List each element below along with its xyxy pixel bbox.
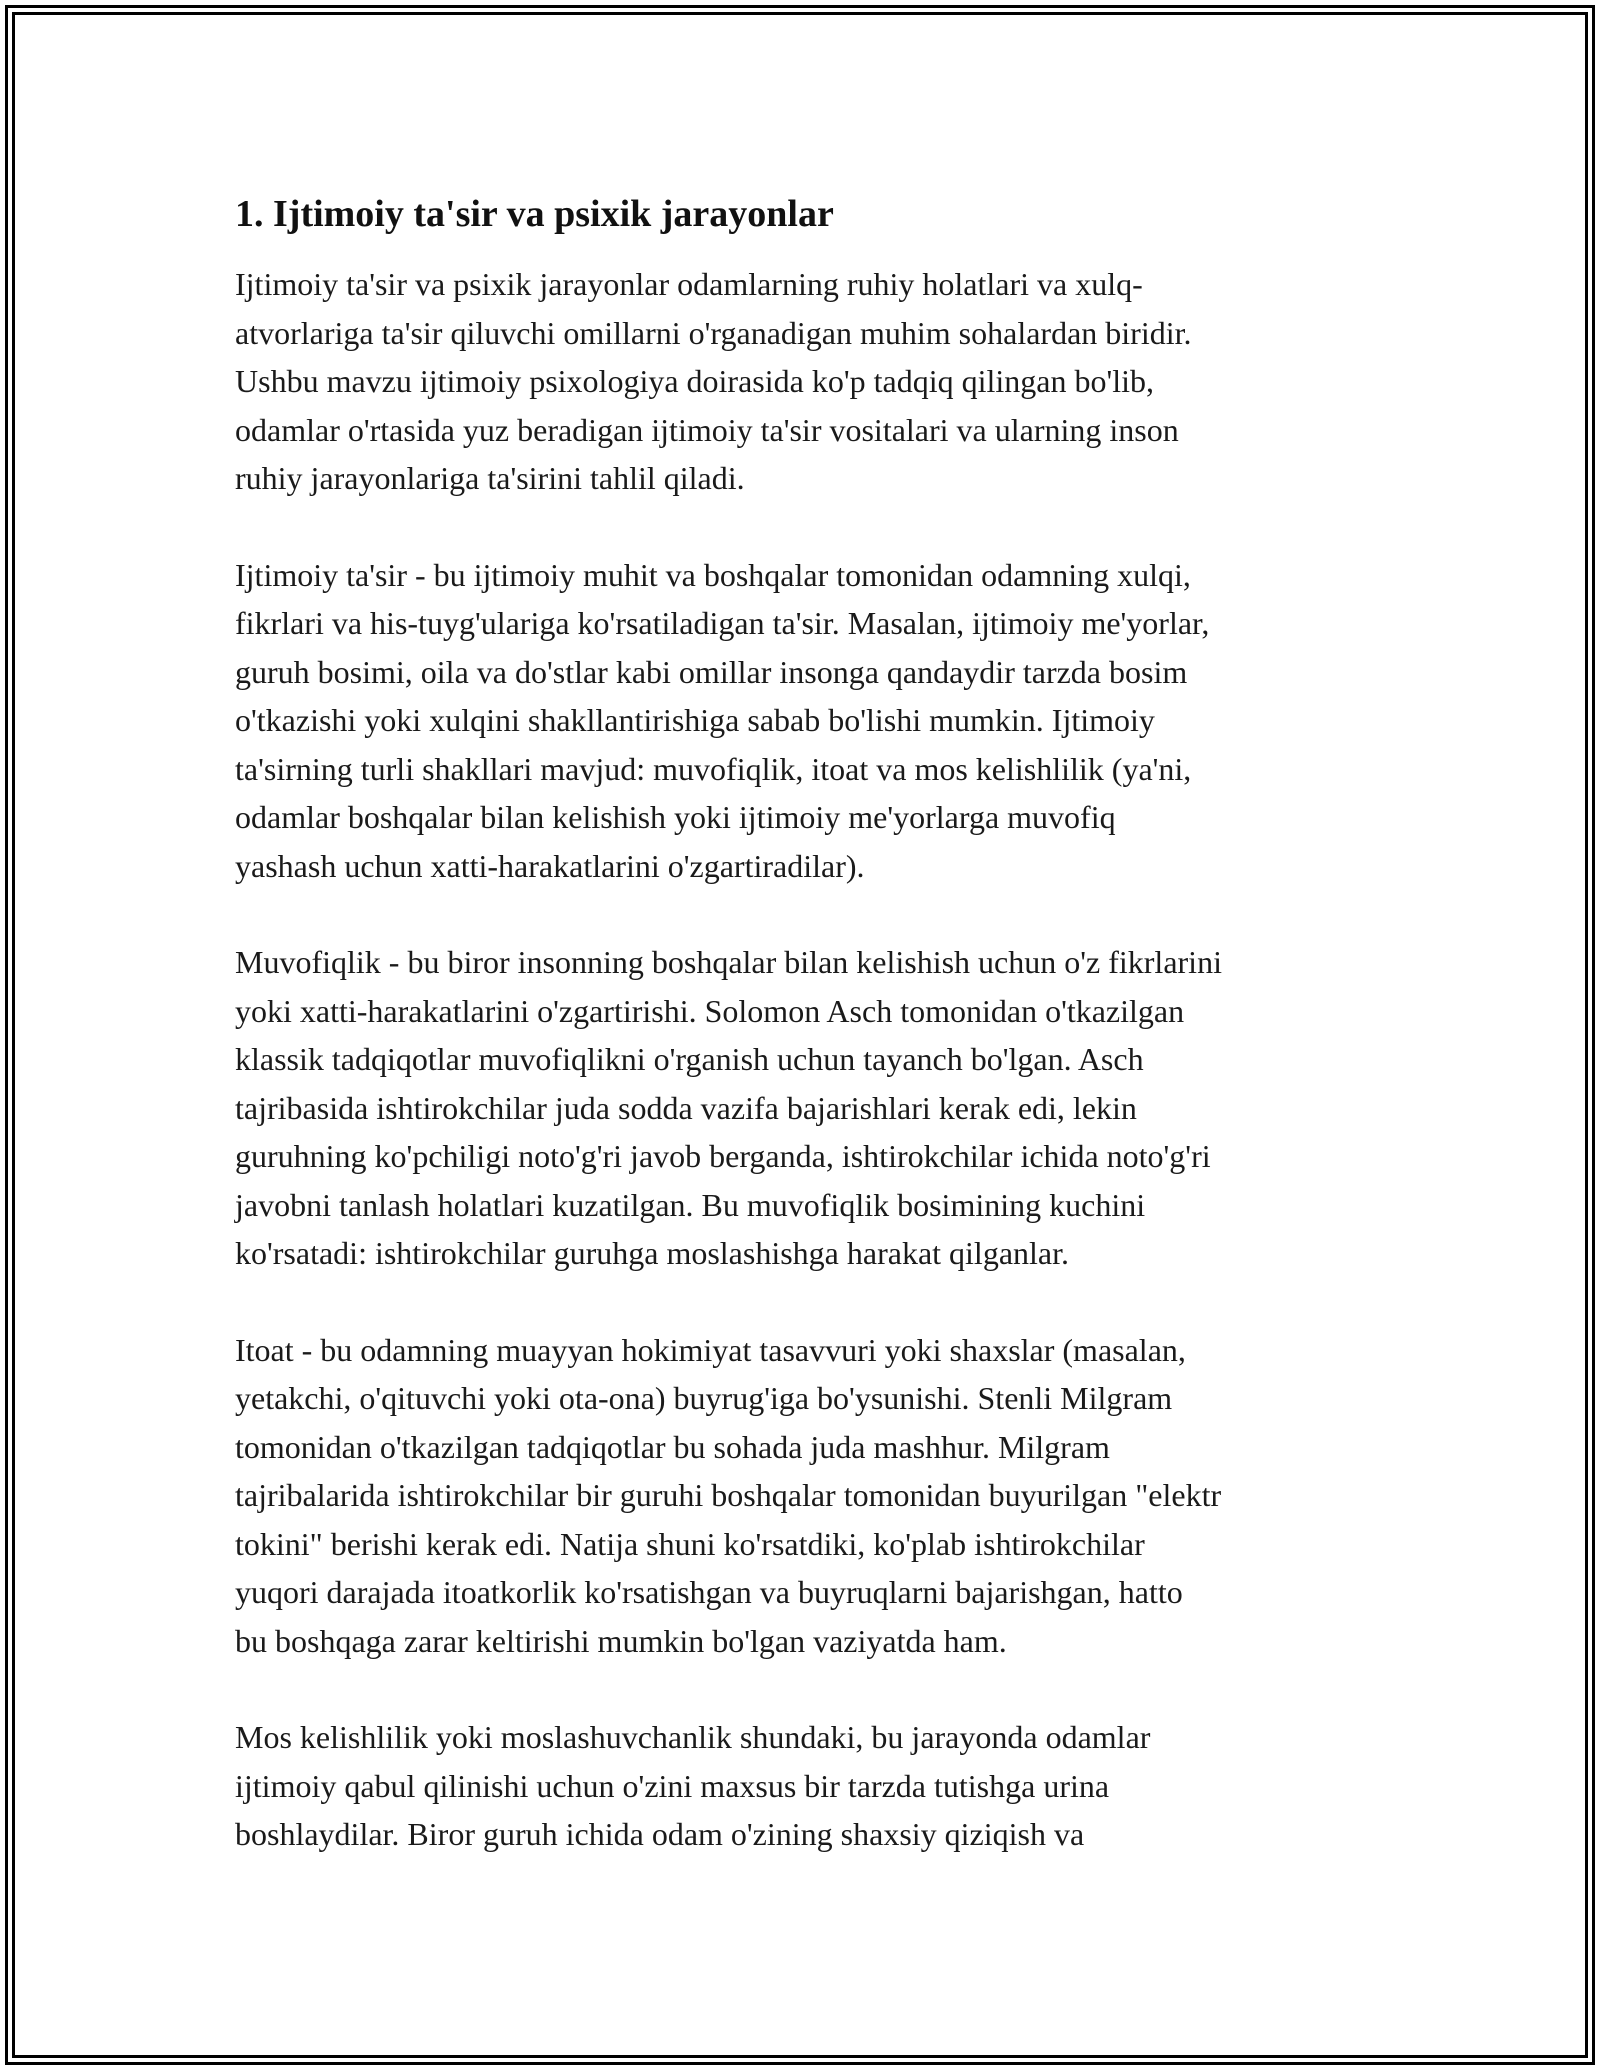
text-line: atvorlariga ta'sir qiluvchi omillarni o'rganadigan muhim sohalardan biridir. — [235, 314, 1192, 351]
text-line: Itoat - bu odamning muayyan hokimiyat tasavvuri yoki shaxslar (masalan, — [235, 1331, 1186, 1368]
paragraph-conformity — [235, 938, 1375, 1278]
paragraph-intro — [235, 260, 1375, 503]
text-line: bu boshqaga zarar keltirishi mumkin bo'lgan vaziyatda ham. — [235, 1622, 1007, 1659]
text-line: klassik tadqiqotlar muvofiqlikni o'rganish uchun tayanch bo'lgan. Asch — [235, 1041, 1144, 1077]
text-line: ruhiy jarayonlariga ta'sirini tahlil qiladi. — [235, 460, 745, 496]
paragraph-obedience — [235, 1326, 1375, 1666]
text-line: yuqori darajada itoatkorlik ko'rsatishgan va buyruqlarni bajarishgan, hatto — [235, 1574, 1183, 1610]
text-line: Ijtimoiy ta'sir - bu ijtimoiy muhit va boshqalar tomonidan odamning xulqi, — [235, 556, 1191, 593]
text-line: Mos kelishlilik yoki moslashuvchanlik shundaki, bu jarayonda odamlar — [235, 1719, 1151, 1755]
text-line: tajribasida ishtirokchilar juda sodda vazifa bajarishlari kerak edi, lekin — [235, 1089, 1137, 1126]
section-heading: 1. Ijtimoiy ta'sir va psixik jarayonlar — [235, 193, 834, 235]
text-line: guruhning ko'pchiligi noto'g'ri javob berganda, ishtirokchilar ichida noto'g'ri — [235, 1138, 1211, 1174]
text-line: javobni tanlash holatlari kuzatilgan. Bu muvofiqlik bosimining kuchini — [235, 1186, 1146, 1223]
text-line: yashash uchun xatti-harakatlarini o'zgartiradilar). — [235, 847, 865, 884]
text-line: fikrlari va his-tuyg'ulariga ko'rsatiladigan ta'sir. Masalan, ijtimoiy me'yorlar, — [235, 605, 1210, 641]
text-line: boshlaydilar. Biror guruh ichida odam o'zining shaxsiy qiziqish va — [235, 1816, 1085, 1852]
text-line: odamlar o'rtasida yuz beradigan ijtimoiy ta'sir vositalari va ularning inson — [235, 411, 1179, 448]
text-line: odamlar boshqalar bilan kelishish yoki ijtimoiy me'yorlarga muvofiq — [235, 799, 1116, 835]
text-line: yoki xatti-harakatlarini o'zgartirishi. Solomon Asch tomonidan o'tkazilgan — [235, 992, 1185, 1029]
text-line: Ijtimoiy ta'sir va psixik jarayonlar odamlarning ruhiy holatlari va xulq- — [235, 266, 1143, 302]
text-line: tokini" berishi kerak edi. Natija shuni ko'rsatdiki, ko'plab ishtirokchilar — [235, 1525, 1145, 1562]
document-body — [235, 188, 1375, 1907]
text-line: tajribalarida ishtirokchilar bir guruhi boshqalar tomonidan buyurilgan "elektr — [235, 1477, 1222, 1513]
text-line: ijtimoiy qabul qilinishi uchun o'zini maxsus bir tarzda tutishga urina — [235, 1767, 1110, 1804]
paragraph-social-influence — [235, 551, 1375, 891]
text-line: ta'sirning turli shakllari mavjud: muvofiqlik, itoat va mos kelishlilik (ya'ni, — [235, 750, 1192, 787]
paragraph-compliance — [235, 1713, 1375, 1859]
text-line: yetakchi, o'qituvchi yoki ota-ona) buyrug'iga bo'ysunishi. Stenli Milgram — [235, 1380, 1173, 1416]
text-line: ko'rsatadi: ishtirokchilar guruhga moslashishga harakat qilganlar. — [235, 1235, 1069, 1271]
text-line: tomonidan o'tkazilgan tadqiqotlar bu sohada juda mashhur. Milgram — [235, 1428, 1110, 1465]
text-line: Muvofiqlik - bu biror insonning boshqalar bilan kelishish uchun o'z fikrlarini — [235, 944, 1222, 980]
text-line: Ushbu mavzu ijtimoiy psixologiya doirasida ko'p tadqiq qilingan bo'lib, — [235, 363, 1154, 399]
text-line: o'tkazishi yoki xulqini shakllantirishiga sabab bo'lishi mumkin. Ijtimoiy — [235, 702, 1155, 738]
text-line: guruh bosimi, oila va do'stlar kabi omillar insonga qandaydir tarzda bosim — [235, 653, 1188, 690]
